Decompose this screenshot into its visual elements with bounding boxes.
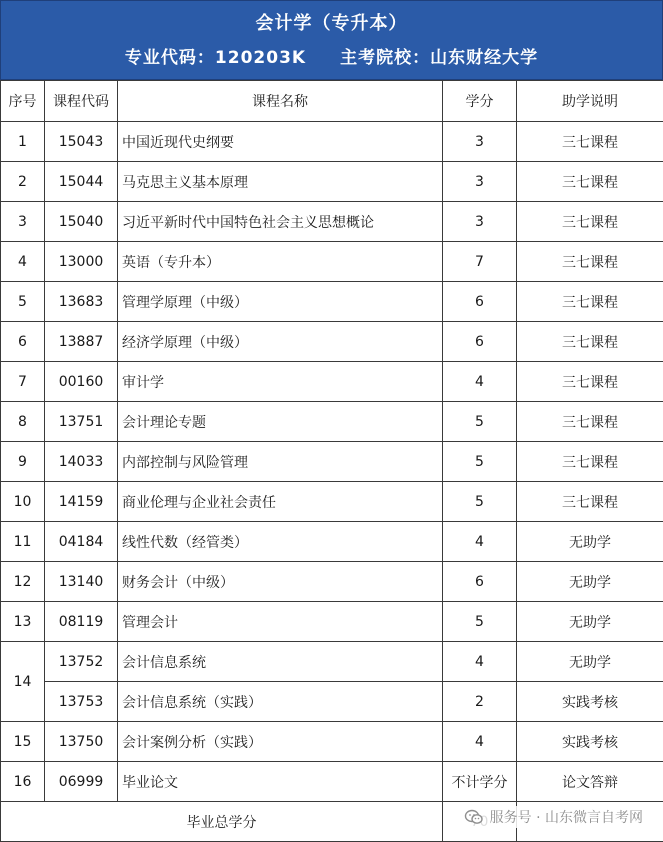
row-note: 三七课程 bbox=[517, 202, 663, 242]
table-row bbox=[1, 602, 663, 642]
row-no: 2 bbox=[1, 162, 45, 202]
row-credit: 不计学分 bbox=[443, 762, 517, 802]
row-no: 4 bbox=[1, 242, 45, 282]
row-no: 16 bbox=[1, 762, 45, 802]
exam-school: 主考院校：山东财经大学 bbox=[340, 43, 538, 68]
row-credit: 3 bbox=[443, 122, 517, 162]
col-header-credit: 学分 bbox=[443, 81, 517, 122]
row-no: 1 bbox=[1, 122, 45, 162]
row-credit: 6 bbox=[443, 322, 517, 362]
row-credit: 5 bbox=[443, 482, 517, 522]
row-credit: 2 bbox=[443, 682, 517, 722]
row-code: 04184 bbox=[45, 522, 118, 562]
column-header-row bbox=[1, 81, 663, 122]
row-code: 13140 bbox=[45, 562, 118, 602]
row-credit: 7 bbox=[443, 242, 517, 282]
row-note: 实践考核 bbox=[517, 722, 663, 762]
table-row bbox=[1, 762, 663, 802]
row-note: 无助学 bbox=[517, 642, 663, 682]
col-header-note: 助学说明 bbox=[517, 81, 663, 122]
row-credit: 4 bbox=[443, 522, 517, 562]
row-note: 实践考核 bbox=[517, 682, 663, 722]
row-course-name: 毕业论文 bbox=[118, 762, 443, 802]
row-note: 无助学 bbox=[517, 522, 663, 562]
row-no: 12 bbox=[1, 562, 45, 602]
row-course-name: 商业伦理与企业社会责任 bbox=[118, 482, 443, 522]
row-note: 三七课程 bbox=[517, 242, 663, 282]
table-row bbox=[1, 442, 663, 482]
row-code: 15043 bbox=[45, 122, 118, 162]
row-note: 三七课程 bbox=[517, 442, 663, 482]
row-course-name: 经济学原理（中级） bbox=[118, 322, 443, 362]
row-note: 三七课程 bbox=[517, 282, 663, 322]
course-table bbox=[0, 80, 663, 842]
row-credit: 4 bbox=[443, 642, 517, 682]
row-course-name: 英语（专升本） bbox=[118, 242, 443, 282]
row-code: 13752 bbox=[45, 642, 118, 682]
row-credit: 5 bbox=[443, 442, 517, 482]
row-no: 11 bbox=[1, 522, 45, 562]
table-row bbox=[1, 402, 663, 442]
row-note: 三七课程 bbox=[517, 162, 663, 202]
table-row bbox=[1, 202, 663, 242]
row-course-name: 会计信息系统（实践） bbox=[118, 682, 443, 722]
major-code: 专业代码：120203K bbox=[125, 43, 306, 68]
row-code: 13683 bbox=[45, 282, 118, 322]
row-code: 00160 bbox=[45, 362, 118, 402]
row-code: 13887 bbox=[45, 322, 118, 362]
watermark-text: 服务号 · 山东微言自考网 bbox=[490, 807, 643, 827]
row-no: 9 bbox=[1, 442, 45, 482]
col-header-code: 课程代码 bbox=[45, 81, 118, 122]
row-note: 无助学 bbox=[517, 602, 663, 642]
table-header-banner bbox=[0, 0, 663, 80]
row-no: 13 bbox=[1, 602, 45, 642]
row-code: 14159 bbox=[45, 482, 118, 522]
row-no: 8 bbox=[1, 402, 45, 442]
row-course-name: 内部控制与风险管理 bbox=[118, 442, 443, 482]
row-credit: 6 bbox=[443, 562, 517, 602]
row-note: 三七课程 bbox=[517, 122, 663, 162]
table-row bbox=[1, 362, 663, 402]
watermark bbox=[462, 806, 645, 828]
row-no: 6 bbox=[1, 322, 45, 362]
row-note: 三七课程 bbox=[517, 322, 663, 362]
row-code: 13750 bbox=[45, 722, 118, 762]
row-no: 15 bbox=[1, 722, 45, 762]
major-title: 会计学（专升本） bbox=[1, 9, 662, 35]
table-row bbox=[1, 562, 663, 602]
row-note: 三七课程 bbox=[517, 362, 663, 402]
row-note: 三七课程 bbox=[517, 402, 663, 442]
row-code: 15044 bbox=[45, 162, 118, 202]
row-no: 7 bbox=[1, 362, 45, 402]
row-course-name: 习近平新时代中国特色社会主义思想概论 bbox=[118, 202, 443, 242]
row-course-name: 中国近现代史纲要 bbox=[118, 122, 443, 162]
row-course-name: 线性代数（经管类） bbox=[118, 522, 443, 562]
row-note: 无助学 bbox=[517, 562, 663, 602]
row-course-name: 会计理论专题 bbox=[118, 402, 443, 442]
row-no: 5 bbox=[1, 282, 45, 322]
row-course-name: 会计信息系统 bbox=[118, 642, 443, 682]
total-credits-label: 毕业总学分 bbox=[1, 802, 443, 842]
row-credit: 4 bbox=[443, 722, 517, 762]
row-credit: 6 bbox=[443, 282, 517, 322]
table-row bbox=[1, 162, 663, 202]
row-note: 论文答辩 bbox=[517, 762, 663, 802]
table-row bbox=[1, 722, 663, 762]
row-no: 10 bbox=[1, 482, 45, 522]
row-course-name: 审计学 bbox=[118, 362, 443, 402]
row-code: 15040 bbox=[45, 202, 118, 242]
table-row bbox=[1, 482, 663, 522]
major-info-line bbox=[1, 43, 662, 68]
row-credit: 3 bbox=[443, 202, 517, 242]
row-credit: 4 bbox=[443, 362, 517, 402]
row-course-name: 管理会计 bbox=[118, 602, 443, 642]
table-row bbox=[1, 282, 663, 322]
row-course-name: 马克思主义基本原理 bbox=[118, 162, 443, 202]
table-row bbox=[1, 242, 663, 282]
row-course-name: 会计案例分析（实践） bbox=[118, 722, 443, 762]
table-row bbox=[1, 122, 663, 162]
row-course-name: 财务会计（中级） bbox=[118, 562, 443, 602]
row-no: 14 bbox=[1, 642, 45, 722]
row-code: 08119 bbox=[45, 602, 118, 642]
col-header-name: 课程名称 bbox=[118, 81, 443, 122]
table-row bbox=[1, 682, 663, 722]
row-credit: 5 bbox=[443, 402, 517, 442]
row-code: 13000 bbox=[45, 242, 118, 282]
row-course-name: 管理学原理（中级） bbox=[118, 282, 443, 322]
row-code: 13751 bbox=[45, 402, 118, 442]
col-header-no: 序号 bbox=[1, 81, 45, 122]
wechat-icon bbox=[464, 807, 484, 827]
row-note: 三七课程 bbox=[517, 482, 663, 522]
row-credit: 3 bbox=[443, 162, 517, 202]
row-code: 06999 bbox=[45, 762, 118, 802]
table-row bbox=[1, 642, 663, 682]
row-code: 13753 bbox=[45, 682, 118, 722]
table-row bbox=[1, 522, 663, 562]
row-code: 14033 bbox=[45, 442, 118, 482]
row-no: 3 bbox=[1, 202, 45, 242]
row-credit: 5 bbox=[443, 602, 517, 642]
table-row bbox=[1, 322, 663, 362]
